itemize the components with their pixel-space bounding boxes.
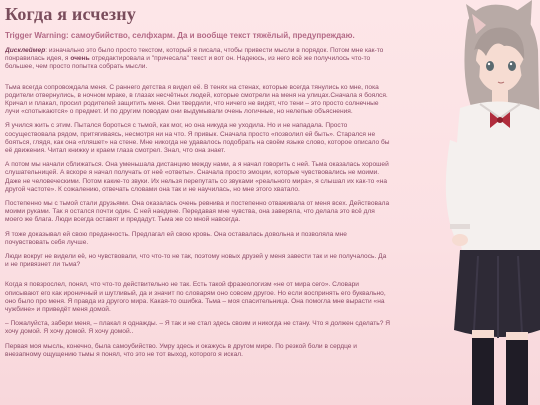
story-paragraph: Я учился жить с этим. Пытался бороться с тьмой, как мог, но она никуда не уходила. Но и не нападала. Просто сосуществовала рядом, притягиваясь, несмотря ни на что. Я привык. Сначала просто «позволил ей быть». Старался не бояться, глядя, как она «пляшет» на стене. Мне никогда не удавалось подобрать на своём языке слово, которое описало бы её движения. Читал книжку и краем глаза смотрел. Знал, что она знает. bbox=[5, 122, 390, 155]
disclaimer-paragraph bbox=[5, 47, 390, 72]
trigger-warning: Trigger Warning: самоубийство, селфхарм. Да и вообще текст тяжёлый, предупреждаю. bbox=[5, 31, 355, 40]
story-paragraph: – Пожалуйста, забери меня, – плакал я однажды. – Я так и не стал здесь своим и никогда не стану. Что я должен сделать? Я хочу домой. Я хочу домой. Я хочу домой.. bbox=[5, 320, 390, 336]
anime-catgirl-illustration bbox=[420, 0, 540, 405]
story-paragraph: Люди вокруг не видели её, но чувствовали, что что-то не так, поэтому новых друзей у меня завести так и не получалось. Да и не привязнет ли тьма? bbox=[5, 253, 387, 269]
story-paragraph: Постепенно мы с тьмой стали друзьями. Она оказалась очень ревнива и постепенно отваживала от меня всех. Действовала моими руками. Так я остался почти один. С ней наедине. Передавая мне чувства, она заверяла, что делала это всё для моего же блага. Люди всегда оставят и предадут. Тьма же со мной навсегда. bbox=[5, 200, 390, 224]
story-paragraph: Я тоже доказывал ей свою преданность. Предлагал ей свою кровь. Она оставалась довольна и позволяла мне почувствовать себя лучше. bbox=[5, 230, 347, 246]
illustration-svg bbox=[420, 0, 540, 405]
disclaimer-text-1: : изначально это было просто текстом, который я писала, чтобы привести мысли в порядок. Потом мне как-то понравилась идея, я bbox=[5, 47, 384, 63]
post-title: Когда я исчезну bbox=[5, 4, 137, 24]
story-paragraph: Тьма всегда сопровождала меня. С раннего детства я видел её. В тенях на стенах, которые всегда тянулись ко мне, пока родители отвернулись, в ночном мраке, в глазах несчётных людей, которые смотрели на меня на улицах.Сначала я боялся. Кричал и плакал, просил родителей защитить меня. Они твердили, что ничего не видят, что тени – это просто солнечные лучи «спотыкаются» о предмет. И по другим поводам они выдумывали очень логичные, но нелепые объяснения. bbox=[5, 83, 388, 116]
disclaimer-label: Дисклеймер bbox=[5, 47, 46, 54]
disclaimer-text-2: отредактировала и "причесала" текст и вот он. Надеюсь, из него всё же получилось что-то большее, чем просто попытка собрать мысли. bbox=[5, 55, 371, 71]
story-paragraph: Когда я повзрослел, понял, что что-то действительно не так. Есть такой фразеологизм «не от мира сего». Словари описывают его как ироничный и шутливый, да и значит по словарям оно совсем другое. Но если воспринять его буквально, оно было про меня. Я правда из другого мира. Какая-то ошибка. Тьма – моя спасительница. Она помогла мне вырасти «на чужбине» и приведёт меня домой. bbox=[5, 281, 386, 314]
story-paragraph: А потом мы начали сближаться. Она уменьшала дистанцию между нами, а я начал говорить с ней. Тьма оказалась хорошей слушательницей. А вскоре я начал получать от неё «ответы». Сначала просто эмоции, которые чувствовались не моими. Даже не человеческими. Потом какие-то звуки. Их нельзя перепутать со звуками «реального мира», я слышал их как-то «на другой частоте». К сожалению, отвечать словами она так и не научилась, но мне этого хватало. bbox=[5, 161, 389, 193]
disclaimer-emphasis: очень bbox=[70, 55, 90, 63]
post-content bbox=[5, 4, 390, 405]
story-paragraph: Первая моя мысль, конечно, была самоубийство. Умру здесь и окажусь в другом мире. По резкой боли в сердце и внезапному ощущению тьмы я понял, что это не тот выход, которого я искал. bbox=[5, 342, 357, 358]
